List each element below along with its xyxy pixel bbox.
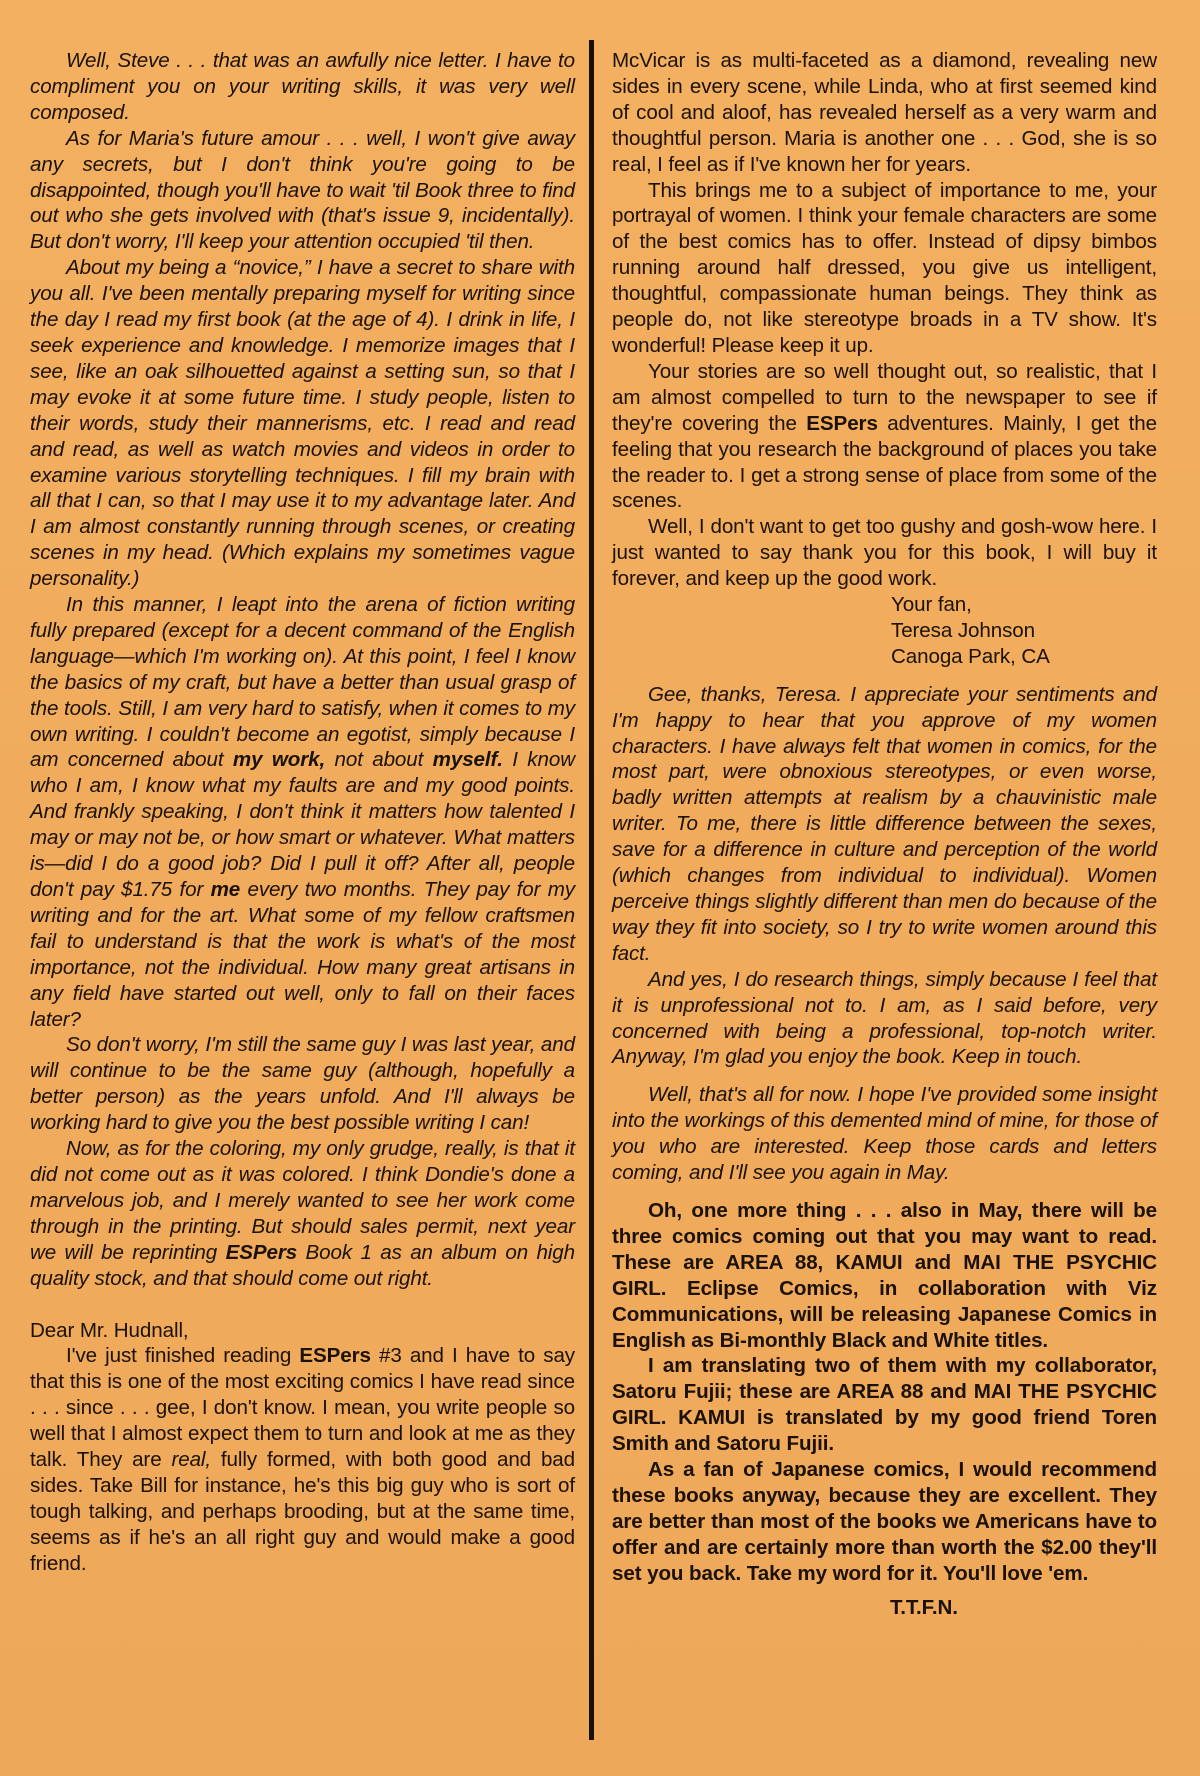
letter-paragraph-4: Your stories are so well thought out, so realistic, that I am almost compelled to turn to the newspaper to see if they're covering the ESPers adventures. Mainly, I get the feeling that you research the background of places you take the reader to. I get a strong sense of place from some of the scenes.	[612, 359, 1158, 513]
letter-signer-name: Teresa Johnson	[891, 618, 1035, 642]
reply-paragraph-7: Gee, thanks, Teresa. I appreciate your sentiments and I'm happy to hear that you approve of my women characters. I have always felt that women in comics, for the most part, were obnoxious stereotypes, or even worse, badly written attempts at realism by a chauvinistic male writer. To me, there is little difference between the sexes, save for a difference in culture and perception of the world (which changes from individual to individual). Women perceive things slightly different than men do because of the way they fit into society, so I try to write women around this fact.	[612, 682, 1157, 965]
announcement-paragraph-2: I am translating two of them with my collaborator, Satoru Fujii; these are AREA 88 and MAI THE PSYCHIC GIRL. KAMUI is translated by my good friend Toren Smith and Satoru Fujii.	[612, 1354, 1157, 1456]
reply-paragraph-6: Now, as for the coloring, my only grudge, really, is that it did not come out as it was colored. I think Dondie's done a marvelous job, and I merely wanted to see her work come through in the printing. But should sales permit, next year we will be reprinting ESPers Book 1 as an album on high quality stock, and that should come out right.	[30, 1137, 575, 1290]
letter-paragraph-3: This brings me to a subject of importance to me, your portrayal of women. I think your female characters are some of the best comics has to offer. Instead of dipsy bimbos running around half dressed, you give us intelligent, thoughtful, compassionate human beings. They think as people do, not like stereotype broads in a TV show. It's wonderful! Please keep it up.	[612, 178, 1157, 357]
column-divider	[589, 40, 594, 1740]
letter-signer-location: Canoga Park, CA	[891, 644, 1050, 668]
reply-paragraph-8: And yes, I do research things, simply because I feel that it is unprofessional not to. I am, as I said before, very concerned with being a professional, top-notch writer. Anyway, I'm glad you enjoy the book. Keep in touch.	[612, 967, 1157, 1069]
letter-signoff: Your fan,	[891, 593, 972, 617]
reply-paragraph-5: So don't worry, I'm still the same guy I was last year, and will continue to be the same guy (although, hopefully a better person) as the years unfold. And I'll always be working hard to give you the best possible writing I can!	[30, 1033, 575, 1135]
announcement-paragraph-3: As a fan of Japanese comics, I would recommend these books anyway, because they are excellent. They are better than most of the books we Americans have to offer and are certainly more than worth the $2.00 they'll set you back. Take my word for it. You'll love 'em.	[612, 1458, 1157, 1585]
reply-paragraph-9: Well, that's all for now. I hope I've provided some insight into the workings of this demented mind of mine, for those of you who are interested. Keep those cards and letters coming, and I'll see you again in May.	[612, 1083, 1157, 1185]
letter-paragraph-1: I've just finished reading ESPers #3 and I have to say that this is one of the most exciting comics I have read since . . . since . . . gee, I don't know. I mean, you write people so well that I almost expect them to turn and look at me as they talk. They are real, fully formed, with both good and bad sides. Take Bill for instance, he's this big guy who is sort of tough talking, and perhaps brooding, but at the same time, seems as if he's an all right guy and would make a good friend.	[30, 1344, 575, 1575]
reply-paragraph-4: In this manner, I leapt into the arena of fiction writing fully prepared (except for a decent command of the English language—which I'm working on). At this point, I feel I know the basics of my craft, but have a better than usual grasp of the tools. Still, I am very hard to satisfy, when it comes to my own writing. I couldn't become an egotist, simply because I am concerned about my work, not about myself. I know who I am, I know what my faults are and my good points. And frankly speaking, I don't think it matters how talented I may or may not be, or how smart or whatever. What matters is—did I do a good job? Did I pull it off? After all, people don't pay $1.75 for me every two months. They pay for my writing and for the art. What some of my fellow craftsmen fail to understand is that the work is what's of the most importance, not the individual. How many great artisans in any field have started out well, only to fall on their faces later?	[30, 593, 575, 1031]
reply-paragraph-1: Well, Steve . . . that was an awfully nice letter. I have to compliment you on your writing skills, it was very well composed.	[30, 49, 575, 124]
letter-salutation: Dear Mr. Hudnall,	[30, 1318, 189, 1342]
letter-paragraph-2: McVicar is as multi-faceted as a diamond, revealing new sides in every scene, while Linda, who at first seemed kind of cool and aloof, has revealed herself as a very warm and thoughtful person. Maria is another one . . . God, she is so real, I feel as if I've known her for years.	[612, 49, 1157, 176]
closing-signature: T.T.F.N.	[890, 1595, 958, 1619]
letter-paragraph-5: Well, I don't want to get too gushy and gosh-wow here. I just wanted to say thank you for this book, I will buy it forever, and keep up the good work.	[612, 515, 1157, 591]
reply-paragraph-3: About my being a “novice,” I have a secret to share with you all. I've been mentally preparing myself for writing since the day I read my first book (at the age of 4). I drink in life, I seek experience and knowledge. I memorize images that I see, like an oak silhouetted against a setting sun, so that I may evoke it at some future time. I study people, listen to their words, study their mannerisms, etc. I read and read and read, as well as watch movies and videos in order to examine various storytelling techniques. I fill my brain with all that I can, so that I may use it to my advantage later. And I am almost constantly running through scenes, or creating scenes in my head. (Which explains my sometimes vague personality.)	[30, 256, 575, 591]
reply-paragraph-2: As for Maria's future amour . . . well, I won't give away any secrets, but I don't think you're going to be disappointed, though you'll have to wait 'til Book three to find out who she gets involved with (that's issue 9, incidentally). But don't worry, I'll keep your attention occupied 'til then.	[30, 126, 575, 254]
right-column	[612, 48, 1157, 1620]
announcement-paragraph-1: Oh, one more thing . . . also in May, there will be three comics coming out that you may want to read. These are AREA 88, KAMUI and MAI THE PSYCHIC GIRL. Eclipse Comics, in collaboration with Viz Communications, will be releasing Japanese Comics in English as Bi-monthly Black and White titles.	[612, 1198, 1157, 1352]
left-column	[30, 48, 575, 1577]
